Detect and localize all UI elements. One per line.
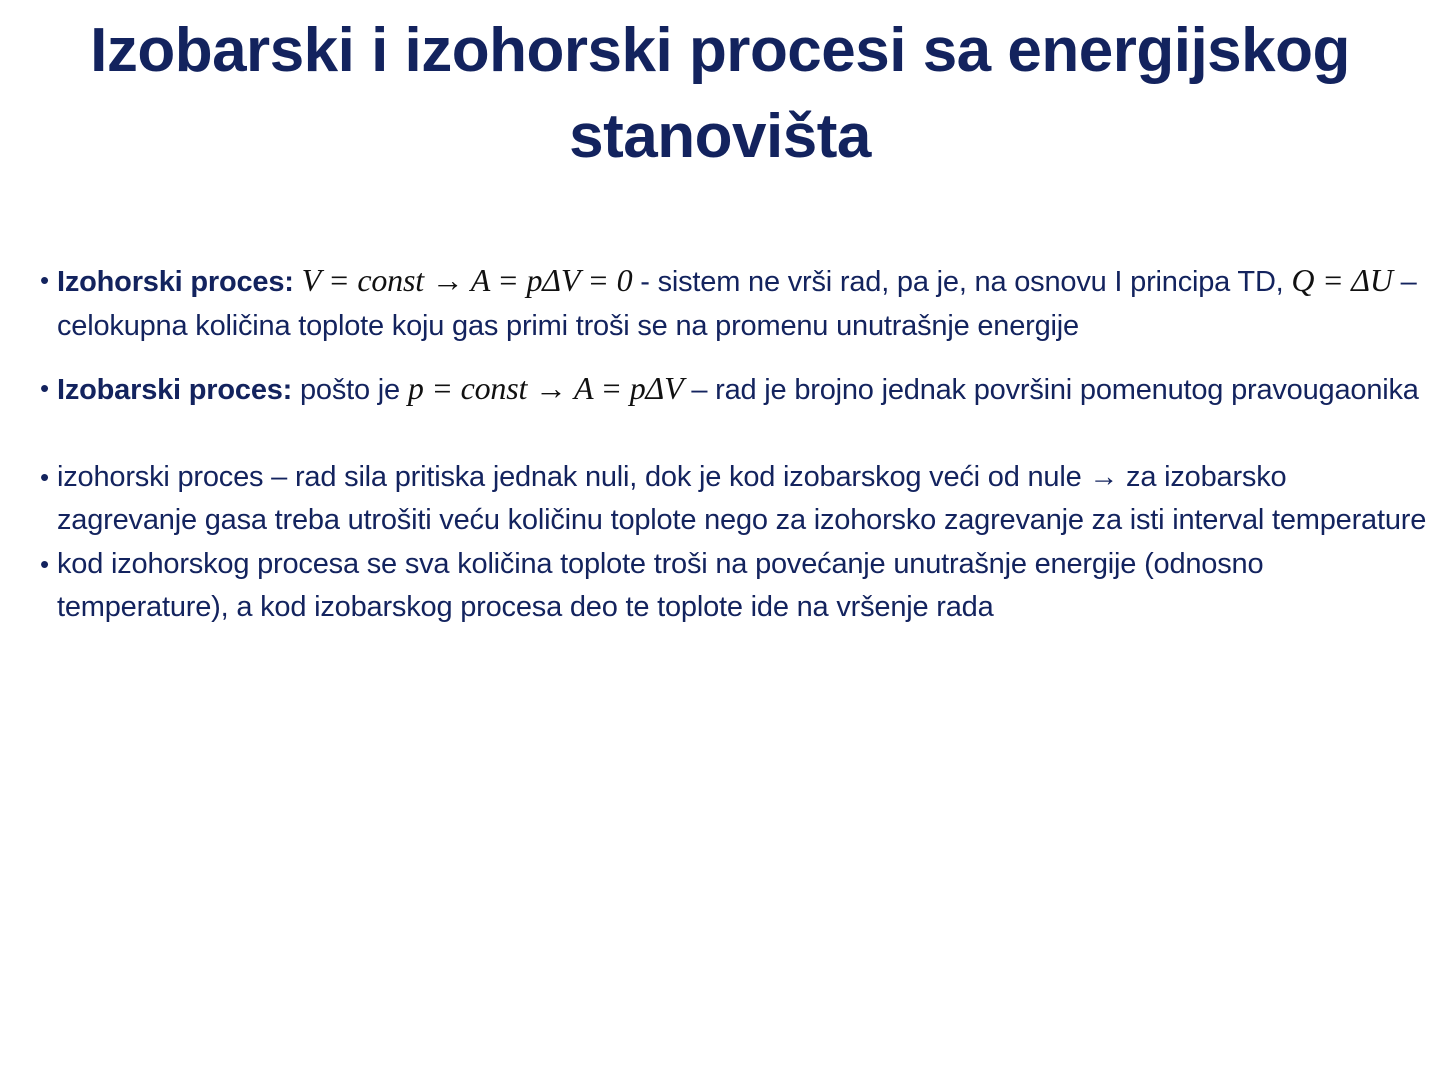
bullet-comparison-heat [40,543,1430,630]
formula-isochoric-work: V = const → A = pΔV = 0 [301,262,633,298]
bullet-text: izohorski proces – rad sila pritiska jednak nuli, dok je kod izobarskog veći od nule → za izobarsko zagrevanje gasa treba utrošiti veću količinu toplote nego za izohorsko zagrevanje za isti interval temperature [57,460,1427,536]
bullet-izohorski-proces [40,259,1430,348]
bullet-list [40,259,1430,630]
bullet-dot: • [40,461,49,492]
bullet-izobarski-proces [40,367,1430,413]
bullet-text: – rad je brojno jednak površini pomenutog pravougaonika [683,374,1419,406]
bullet-dot: • [40,373,49,403]
title-line-2: stanovišta [569,102,871,171]
bullet-dot: • [40,265,49,295]
bullet-text: kod izohorskog procesa se sva količina toplote troši na povećanje unutrašnje energije (odnosno temperature), a kod izobarskog procesa deo te toplote ide na vršenje rada [57,547,1264,623]
bullet-dot: • [40,548,49,579]
bullet-label: Izobarski proces: [57,374,293,406]
bullet-text: – celokupna količina toplote koju gas primi troši se na promenu unutrašnje energije [57,266,1417,342]
formula-isobaric-work: p = const → A = pΔV [407,370,684,406]
formula-first-law: Q = ΔU [1291,262,1393,298]
bullet-text: - sistem ne vrši rad, pa je, na osnovu I principa TD, [632,266,1292,298]
bullet-text: pošto je [292,374,408,406]
bullet-label: Izohorski proces: [57,266,294,298]
title-line-1: Izobarski i izohorski procesi sa energijskog [90,16,1350,85]
bullet-comparison-work [40,456,1430,543]
slide-title [0,8,1440,180]
